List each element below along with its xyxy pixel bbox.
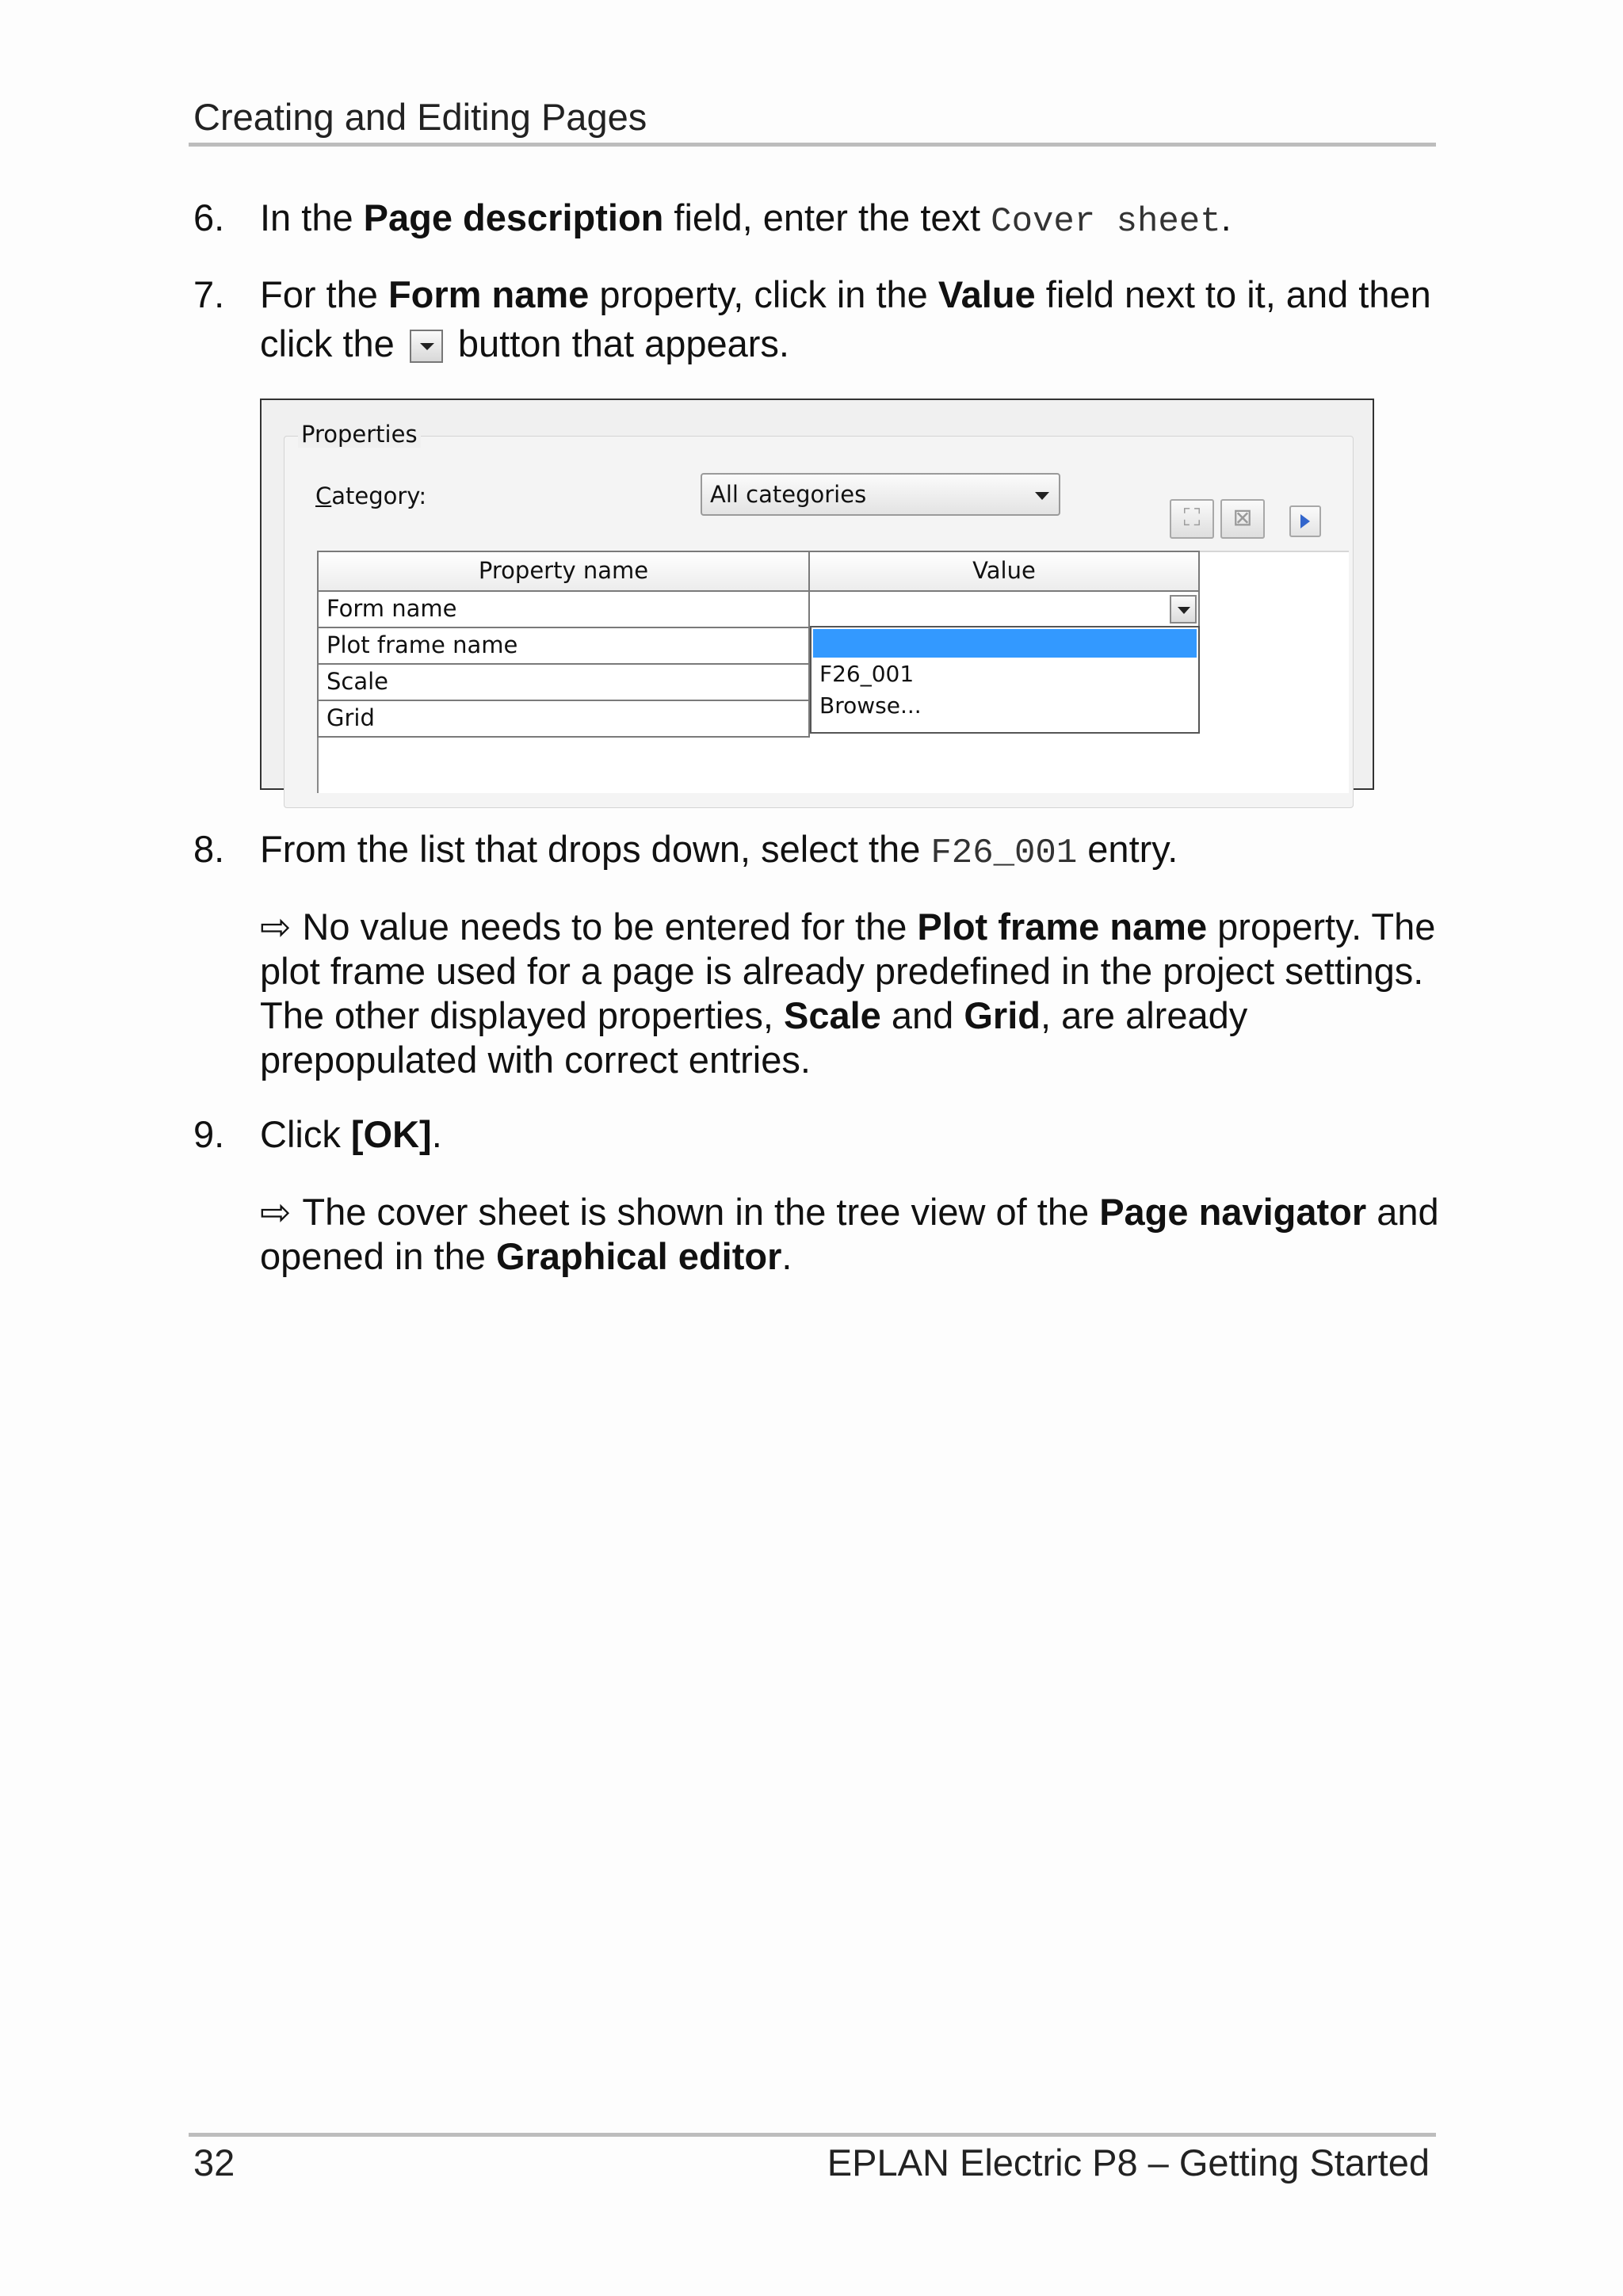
- property-row-plot-frame-name[interactable]: Plot frame name: [317, 628, 810, 665]
- property-row-form-name[interactable]: Form name: [317, 592, 810, 628]
- dropdown-highlighted-item[interactable]: [813, 629, 1197, 658]
- chevron-down-icon: [1035, 492, 1049, 500]
- step-text: In the Page description field, enter the text Cover sheet.: [260, 196, 1232, 242]
- result-arrow-icon: ⇨: [260, 1191, 292, 1233]
- ui-term: [OK]: [350, 1113, 432, 1155]
- form-name-dropdown-list[interactable]: [810, 626, 1200, 734]
- footer-title: EPLAN Electric P8 – Getting Started: [827, 2142, 1430, 2183]
- ui-term: Page description: [363, 196, 664, 238]
- column-header-property-name[interactable]: Property name: [317, 551, 810, 592]
- code-text: F26_001: [930, 833, 1078, 873]
- property-row-scale[interactable]: Scale: [317, 665, 810, 701]
- column-header-value[interactable]: Value: [808, 551, 1200, 592]
- expand-icon[interactable]: ⛶: [1170, 499, 1214, 539]
- collapse-icon[interactable]: ⊠: [1220, 499, 1265, 539]
- ui-term: Scale: [783, 994, 881, 1036]
- step-number: 7.: [193, 273, 225, 315]
- category-label: Category:: [315, 482, 427, 509]
- step-text: From the list that drops down, select the F26_001 entry.: [260, 828, 1178, 873]
- ui-term: Form name: [388, 273, 590, 315]
- footer-rule: [189, 2133, 1436, 2137]
- header-rule: [189, 143, 1436, 147]
- step-9-result: ⇨ The cover sheet is shown in the tree view of the Page navigator and opened in the Graphical editor.: [260, 1191, 1439, 1277]
- ui-term: Plot frame name: [917, 906, 1208, 948]
- step-8-result: ⇨ No value needs to be entered for the Plot frame name property. The plot frame used for a page is already predefined in the project settings. The other displayed properties, Scale and Grid, are already prepopulated with correct entries.: [260, 906, 1436, 1081]
- result-arrow-icon: ⇨: [260, 906, 292, 948]
- dropdown-button-icon: [410, 330, 443, 363]
- dropdown-item-browse[interactable]: Browse...: [819, 692, 922, 719]
- form-name-value-field[interactable]: [808, 592, 1200, 628]
- property-row-grid[interactable]: Grid: [317, 701, 810, 738]
- properties-group-label: Properties: [298, 421, 421, 448]
- ui-term: Page navigator: [1099, 1191, 1367, 1233]
- next-arrow-icon[interactable]: [1289, 505, 1321, 537]
- step-number: 8.: [193, 828, 225, 870]
- properties-dialog-screenshot: [260, 399, 1374, 790]
- section-header: Creating and Editing Pages: [193, 96, 647, 138]
- code-text: Cover sheet: [991, 202, 1221, 242]
- step-text: Click [OK].: [260, 1113, 442, 1155]
- step-number: 6.: [193, 196, 225, 238]
- step-number: 9.: [193, 1113, 225, 1155]
- ui-term: Value: [938, 273, 1036, 315]
- page-number: 32: [193, 2142, 235, 2183]
- category-select[interactable]: All categories: [701, 473, 1060, 516]
- step-text: For the Form name property, click in the Value field next to it, and then click the button that appears.: [260, 273, 1431, 364]
- ui-term: Grid: [964, 994, 1041, 1036]
- ui-term: Graphical editor: [495, 1235, 782, 1277]
- dropdown-button[interactable]: [1170, 595, 1197, 624]
- dropdown-item-f26-001[interactable]: F26_001: [819, 661, 915, 687]
